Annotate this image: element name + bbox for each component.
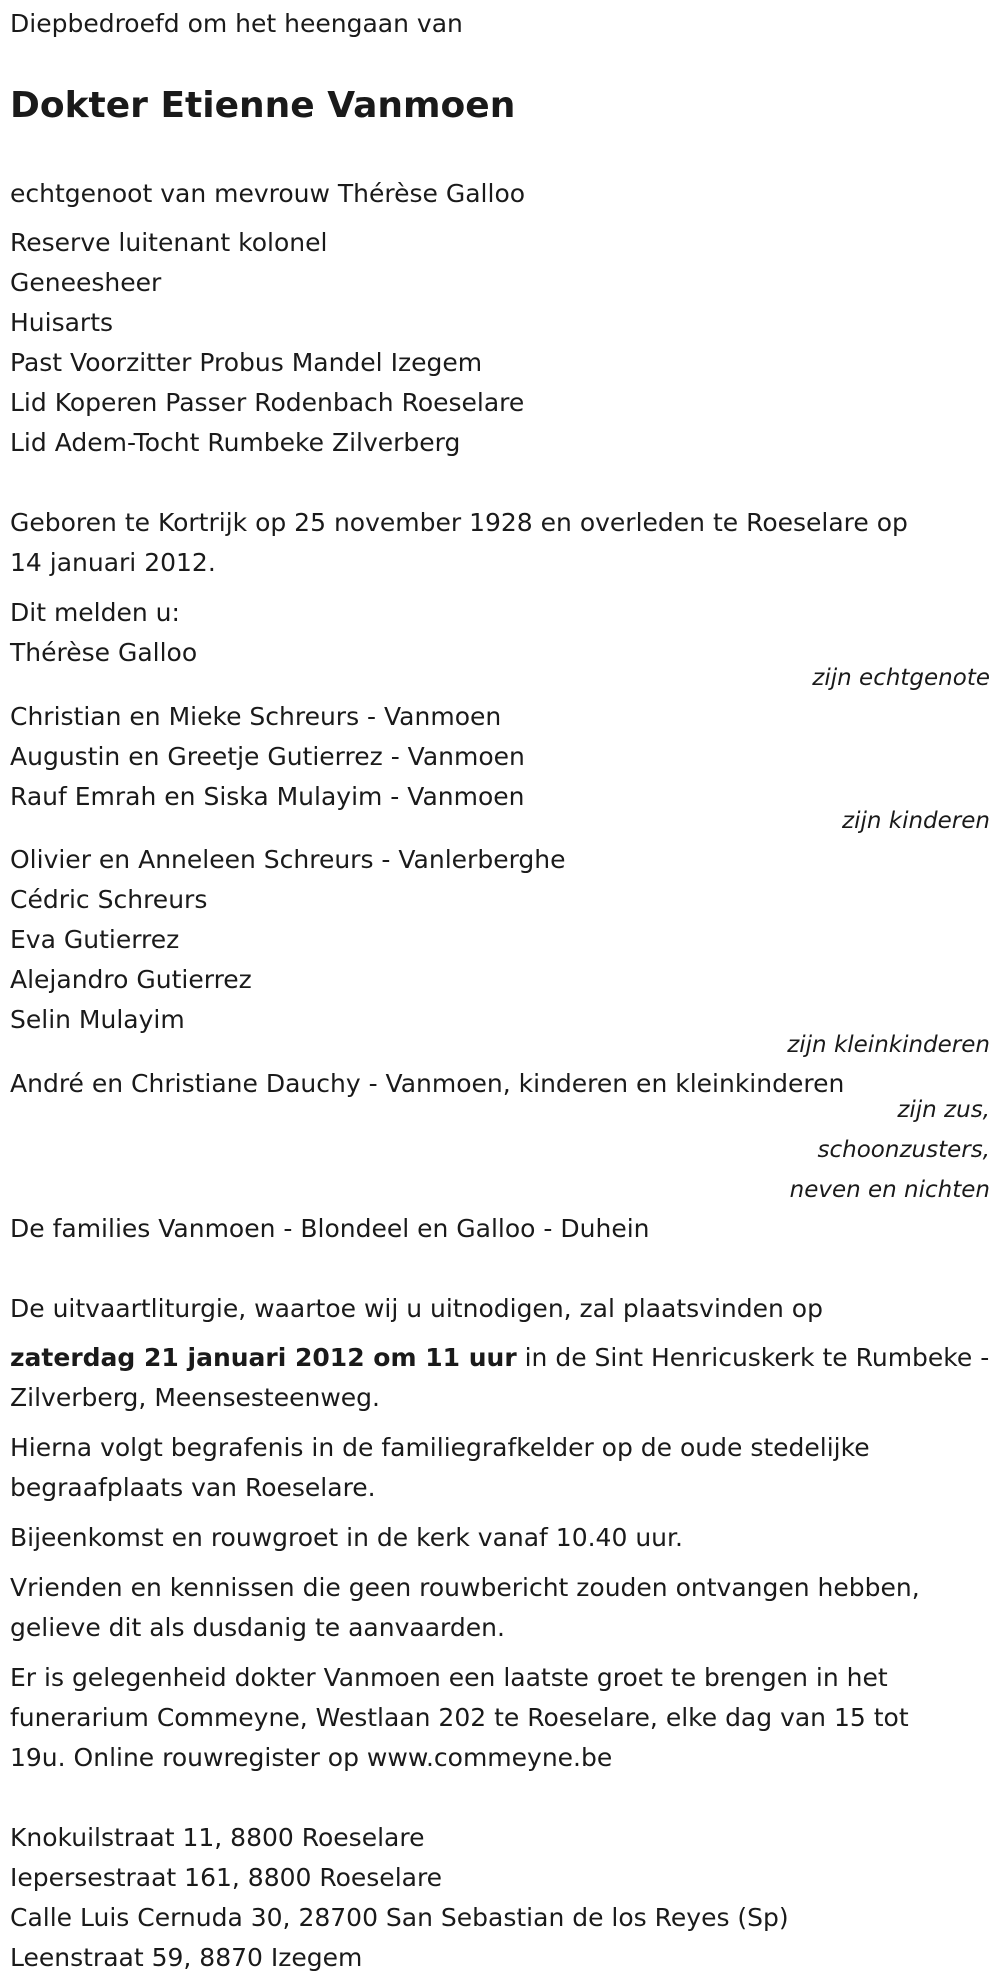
friends-line: Vrienden en kennissen die geen rouwbericht zouden ontvangen hebben, — [10, 1573, 920, 1602]
grandchild-name: Eva Gutierrez — [10, 925, 180, 954]
announce-intro: Dit melden u: — [10, 598, 180, 627]
title-line: Geneesheer — [10, 268, 162, 297]
gathering-line: Bijeenkomst en rouwgroet in de kerk vanaf 10.40 uur. — [10, 1523, 683, 1552]
families-line: De families Vanmoen - Blondeel en Galloo - Duhein — [10, 1214, 650, 1243]
spouse-role: zijn echtgenote — [812, 665, 990, 691]
visitation-line: funerarium Commeyne, Westlaan 202 te Roeselare, elke dag van 15 tot — [10, 1703, 909, 1732]
burial-line: Hierna volgt begrafenis in de familiegrafkelder op de oude stedelijke — [10, 1433, 870, 1462]
grandchild-name: Olivier en Anneleen Schreurs - Vanlerberghe — [10, 845, 566, 874]
burial-line: begraafplaats van Roeselare. — [10, 1473, 376, 1502]
visitation-line: Er is gelegenheid dokter Vanmoen een laatste groet te brengen in het — [10, 1663, 888, 1692]
friends-line: gelieve dit als dusdanig te aanvaarden. — [10, 1613, 505, 1642]
funeral-date: zaterdag 21 januari 2012 om 11 uur — [10, 1343, 517, 1372]
title-line: Reserve luitenant kolonel — [10, 228, 328, 257]
title-line: Past Voorzitter Probus Mandel Izegem — [10, 348, 483, 377]
funeral-date-line — [10, 1343, 989, 1373]
sister-name: André en Christiane Dauchy - Vanmoen, kinderen en kleinkinderen — [10, 1069, 845, 1098]
birth-death-line: Geboren te Kortrijk op 25 november 1928 en overleden te Roeselare op — [10, 508, 908, 537]
grandchildren-role: zijn kleinkinderen — [787, 1032, 990, 1058]
address-line: Leenstraat 59, 8870 Izegem — [10, 1943, 363, 1972]
address-line: Knokuilstraat 11, 8800 Roeselare — [10, 1823, 425, 1852]
sister-role: schoonzusters, — [817, 1137, 990, 1163]
child-name: Christian en Mieke Schreurs - Vanmoen — [10, 702, 502, 731]
sister-role: zijn zus, — [897, 1097, 990, 1123]
spouse-line: echtgenoot van mevrouw Thérèse Galloo — [10, 179, 526, 208]
visitation-line: 19u. Online rouwregister op www.commeyne.be — [10, 1743, 613, 1772]
birth-death-line: 14 januari 2012. — [10, 548, 216, 577]
child-name: Rauf Emrah en Siska Mulayim - Vanmoen — [10, 782, 525, 811]
grandchild-name: Cédric Schreurs — [10, 885, 208, 914]
address-line: Iepersestraat 161, 8800 Roeselare — [10, 1863, 443, 1892]
address-line: Calle Luis Cernuda 30, 28700 San Sebastian de los Reyes (Sp) — [10, 1903, 789, 1932]
sister-role: neven en nichten — [789, 1177, 990, 1203]
funeral-location: in de Sint Henricuskerk te Rumbeke - — [516, 1343, 990, 1372]
children-role: zijn kinderen — [842, 808, 990, 834]
deceased-name: Dokter Etienne Vanmoen — [10, 85, 516, 126]
title-line: Lid Koperen Passer Rodenbach Roeselare — [10, 388, 525, 417]
title-line: Lid Adem-Tocht Rumbeke Zilverberg — [10, 428, 461, 457]
funeral-location-line2: Zilverberg, Meensesteenweg. — [10, 1383, 380, 1412]
grandchild-name: Alejandro Gutierrez — [10, 965, 252, 994]
intro-text: Diepbedroefd om het heengaan van — [10, 9, 463, 38]
spouse-name: Thérèse Galloo — [10, 638, 198, 667]
grandchild-name: Selin Mulayim — [10, 1005, 185, 1034]
title-line: Huisarts — [10, 308, 114, 337]
funeral-intro: De uitvaartliturgie, waartoe wij u uitnodigen, zal plaatsvinden op — [10, 1294, 823, 1323]
child-name: Augustin en Greetje Gutierrez - Vanmoen — [10, 742, 525, 771]
